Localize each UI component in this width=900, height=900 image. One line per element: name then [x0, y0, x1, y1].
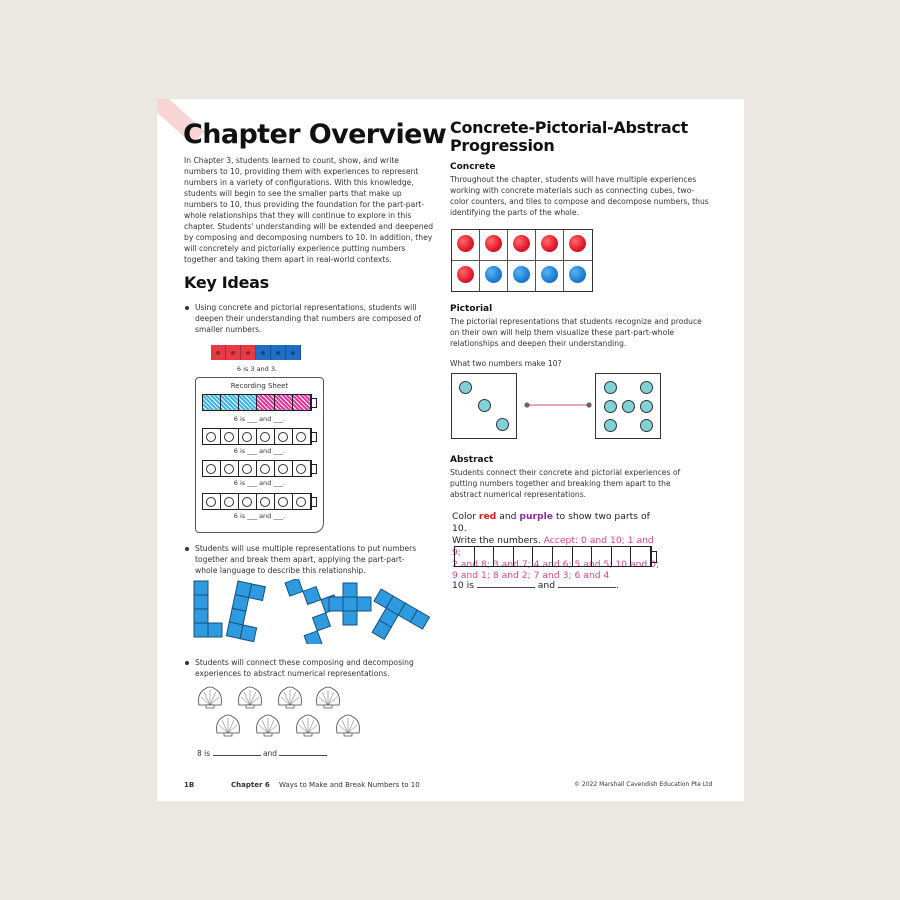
worksheet-page	[157, 99, 744, 801]
key-idea-2: Students will use multiple representations to put numbers together and break them apart, applying the part-part-whole language to describe this relationship.	[195, 544, 417, 575]
red-word: red	[478, 511, 497, 522]
red-counter	[541, 235, 558, 252]
accepted-answers: Accept: 0 and 10; 1 and 9;	[452, 535, 654, 558]
pictorial-text: The pictorial representations that students recognize and produce on their own will help them visualize these part-part-whole relationships and deepen their understanding.	[450, 317, 702, 348]
answer-blank	[279, 755, 327, 756]
abstract-text: Students connect their concrete and pictorial experiences of putting numbers together and breaking them apart to the abstract numerical representations.	[450, 468, 681, 499]
pink-cell	[257, 395, 275, 410]
sheet-caption: 6 is ___ and ___.	[233, 479, 286, 487]
red-counter	[569, 235, 586, 252]
accepted-answers-3: 9 and 1; 8 and 2; 7 and 3; 6 and 4	[452, 570, 610, 581]
sheet-caption: 6 is ___ and ___.	[233, 447, 286, 455]
ten-frame-cell	[564, 261, 592, 292]
ten-frame-cell	[452, 230, 480, 261]
blue-cube	[256, 345, 271, 360]
ten-frame-cell	[536, 261, 564, 292]
red-counter	[457, 235, 474, 252]
abstract-answer-line: 10 is and .	[452, 580, 619, 591]
bullet-icon	[185, 306, 189, 310]
pattern-block-shapes	[193, 579, 433, 644]
train-cap	[652, 551, 657, 563]
recording-sheet-title: Recording Sheet	[230, 382, 289, 390]
footer-chapter-title: Ways to Make and Break Numbers to 10	[279, 781, 420, 789]
ten-frame-cell	[536, 230, 564, 261]
dot-card-3	[451, 373, 517, 439]
red-cube	[211, 345, 226, 360]
red-cube	[226, 345, 241, 360]
abstract-heading: Abstract	[450, 455, 494, 465]
footer-copyright: © 2022 Marshall Cavendish Education Pte Ltd	[574, 781, 713, 788]
abstract-task: Color red and purple to show two parts of 10. Write the numbers. Accept: 0 and 10; 1 and 9; 2 and 8; 3 and 7; 4 and 6; 5 and 5; 10 and 0;	[452, 511, 660, 570]
connector-line	[521, 399, 595, 411]
blue-cell	[221, 395, 239, 410]
key-idea-1: Using concrete and pictorial representations, students will deepen their understanding that numbers are composed of smaller numbers.	[195, 303, 422, 334]
key-ideas-heading: Key Ideas	[184, 273, 269, 292]
blue-counter	[485, 266, 502, 283]
pictorial-heading: Pictorial	[450, 304, 493, 314]
ten-frame-cell	[508, 261, 536, 292]
sheet-caption: 6 is ___ and ___.	[233, 512, 286, 520]
red-counter	[485, 235, 502, 252]
answer-blank	[213, 755, 261, 756]
cube-train-empty	[202, 428, 312, 445]
blue-cell	[203, 395, 221, 410]
pictorial-question: What two numbers make 10?	[450, 359, 562, 368]
connecting-cubes	[211, 343, 307, 362]
key-idea-3: Students will connect these composing and decomposing experiences to abstract numerical representations.	[195, 658, 414, 678]
blue-cube	[286, 345, 301, 360]
sheet-caption: 6 is ___ and ___.	[233, 415, 286, 423]
concrete-heading: Concrete	[450, 162, 496, 172]
answer-blank	[477, 587, 535, 588]
recording-sheet	[195, 377, 324, 533]
ten-frame	[451, 229, 593, 292]
page-title: Chapter Overview	[183, 119, 447, 150]
bullet-icon	[185, 547, 189, 551]
blue-counter	[569, 266, 586, 283]
blue-cell	[239, 395, 257, 410]
blue-cube	[271, 345, 286, 360]
cube-caption: 6 is 3 and 3.	[236, 365, 278, 373]
cube-train-colored	[202, 394, 312, 411]
pink-cell	[275, 395, 293, 410]
ten-frame-cell	[480, 230, 508, 261]
ten-frame-cell	[480, 261, 508, 292]
ten-frame-cell	[452, 261, 480, 292]
accepted-answers-2: 2 and 8; 3 and 7; 4 and 6; 5 and 5; 10 and 0;	[452, 559, 660, 570]
answer-blank	[558, 587, 616, 588]
purple-word: purple	[519, 511, 554, 522]
shells-illustration	[195, 685, 370, 745]
concrete-text: Throughout the chapter, students will have multiple experiences working with concrete materials such as connecting cubes, two-color counters, and tiles to compose and decompose numbers, thus identifying the parts of the whole.	[450, 175, 709, 217]
blue-counter	[541, 266, 558, 283]
red-counter	[457, 266, 474, 283]
red-counter	[513, 235, 530, 252]
train-cap	[312, 398, 317, 408]
cube-train-empty	[202, 493, 312, 510]
shells-prompt	[197, 749, 327, 758]
dot-card-7	[595, 373, 661, 439]
red-cube	[241, 345, 256, 360]
ten-frame-cell	[508, 230, 536, 261]
footer-chapter: Chapter 6	[231, 781, 270, 789]
cube-train-empty	[202, 460, 312, 477]
footer-page-number: 1B	[184, 781, 195, 789]
shells-prompt-b: and	[262, 749, 278, 758]
cpa-heading: Concrete-Pictorial-Abstract Progression	[450, 118, 688, 155]
bullet-icon	[185, 661, 189, 665]
blue-counter	[513, 266, 530, 283]
intro-paragraph: In Chapter 3, students learned to count, show, and write numbers to 10, providing them with experiences to represent numbers in a variety of configurations. With this knowledge, students will begin to see the smaller parts that make up numbers to 10, thus providing the foundation for the part-part-whole relationships that they will continue to explore in this chapter. Students' understanding will be extended and deepened by composing and decomposing numbers to 10. In addition, they will concretely and pictorially experience putting numbers together and taking them apart in real-world contexts.	[184, 156, 434, 264]
ten-cube-train	[454, 546, 652, 567]
ten-frame-cell	[564, 230, 592, 261]
pink-cell	[293, 395, 311, 410]
shells-prompt-a: 8 is	[197, 749, 211, 758]
